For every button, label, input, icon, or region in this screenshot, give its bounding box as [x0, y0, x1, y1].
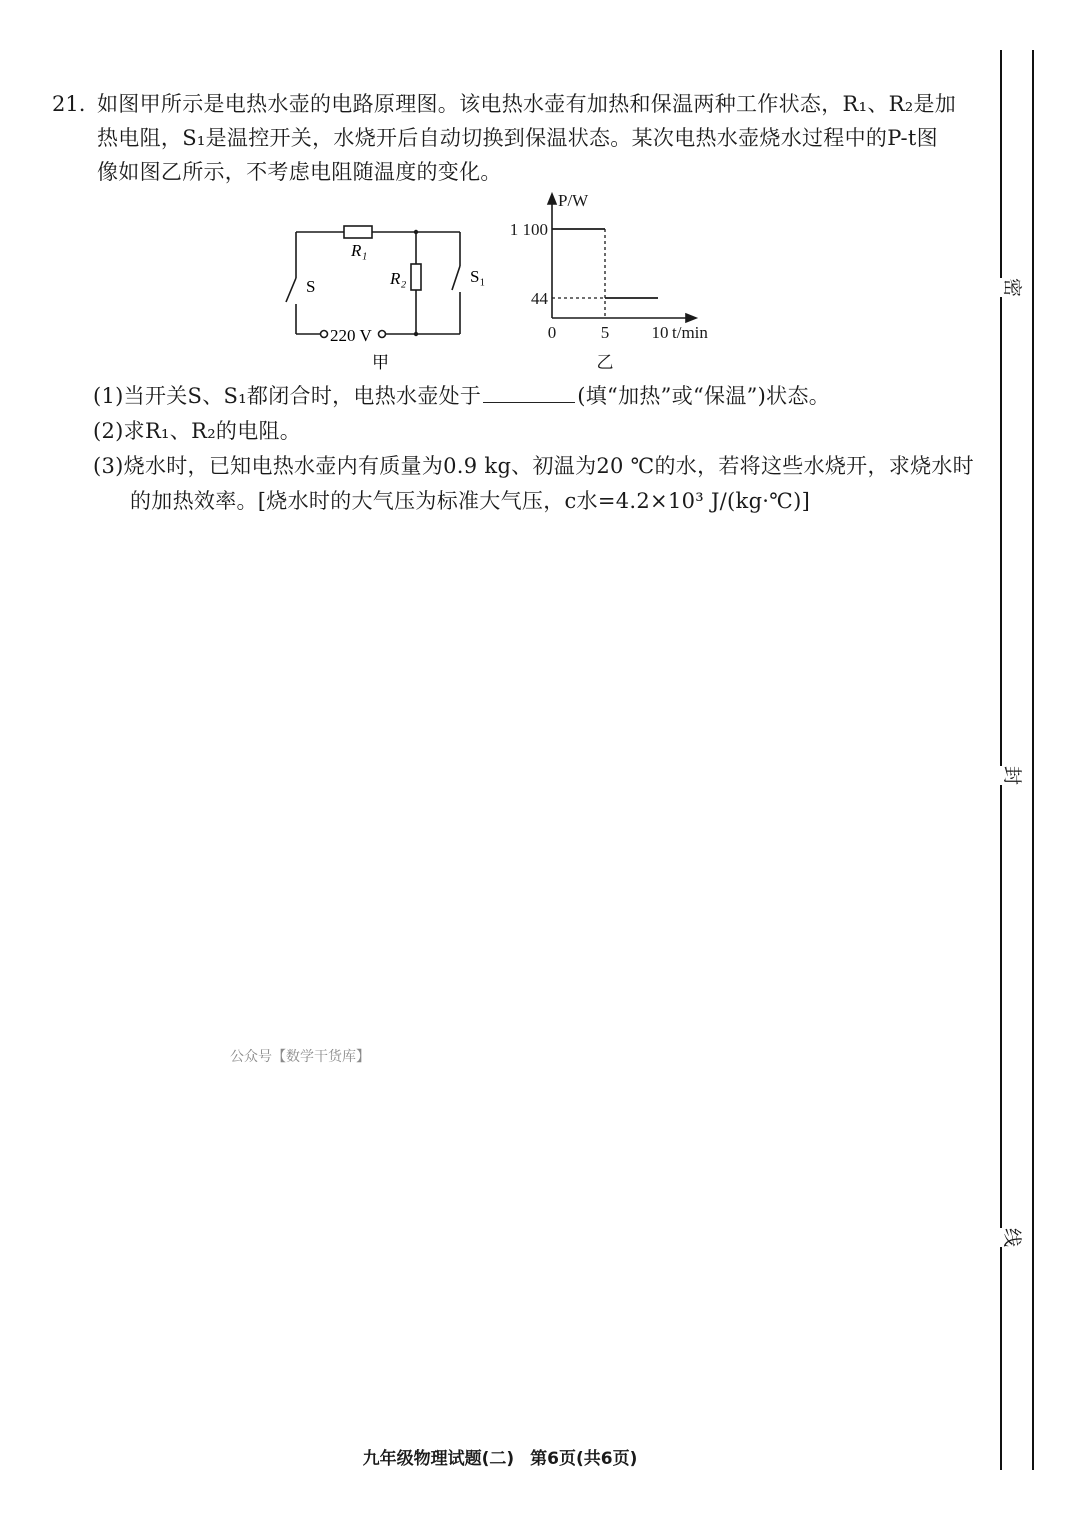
- answer-blank[interactable]: [483, 384, 575, 403]
- binding-line-outer: [1032, 50, 1034, 1470]
- s-label: S: [306, 277, 316, 296]
- resistor-r2: [411, 264, 421, 290]
- part-1: [93, 384, 830, 408]
- x-axis-arrow: [686, 314, 696, 322]
- circuit-caption: 甲: [372, 353, 389, 372]
- x-tick-5: 5: [600, 323, 610, 342]
- y-axis-arrow: [548, 194, 556, 204]
- switch-s1: [452, 266, 460, 290]
- y-tick-1100: 1 100: [509, 220, 548, 239]
- r2-label: R₂: [390, 269, 407, 288]
- question-intro-line-3: 像如图乙所示，不考虑电阻随温度的变化。: [97, 160, 502, 184]
- binding-line-inner: [1000, 50, 1002, 1470]
- circuit-diagram: [278, 210, 486, 380]
- part-3-line-2: 的加热效率。[烧水时的大气压为标准大气压，c水=4.2×10³ J/(kg·℃)]: [130, 489, 811, 513]
- power-time-chart: [500, 186, 720, 376]
- seal-mark-feng: 封: [998, 766, 1029, 785]
- y-tick-44: 44: [531, 289, 548, 308]
- switch-s: [286, 278, 296, 302]
- part-2: (2)求R₁、R₂的电阻。: [93, 419, 302, 443]
- seal-mark-xian: 线: [998, 1228, 1029, 1247]
- resistor-r1: [344, 226, 372, 238]
- question-number: 21.: [52, 92, 86, 116]
- question-intro-line-2: 热电阻，S₁是温控开关，水烧开后自动切换到保温状态。某次电热水壶烧水过程中的P-t图: [97, 126, 938, 150]
- part-1-text-after: (填“加热”或“保温”)状态。: [577, 384, 831, 408]
- voltage-label: 220 V: [330, 326, 372, 345]
- footer-title: 九年级物理试题(二): [362, 1449, 515, 1469]
- y-axis-label: P/W: [558, 191, 589, 210]
- watermark: 公众号【数学干货库】: [230, 1049, 370, 1065]
- seal-mark-mi: 密: [998, 278, 1029, 297]
- part-3-line-1: (3)烧水时，已知电热水壶内有质量为0.9 kg、初温为20 ℃的水，若将这些水烧开，求烧水时: [93, 454, 974, 478]
- r1-label: R₁: [351, 241, 368, 260]
- x-tick-0: 0: [547, 323, 557, 342]
- question-intro-line-1: 如图甲所示是电热水壶的电路原理图。该电热水壶有加热和保温两种工作状态，R₁、R₂是加: [97, 92, 957, 116]
- chart-caption: 乙: [596, 353, 614, 372]
- page-footer: [0, 1444, 1000, 1469]
- x-tick-10: 10: [651, 323, 669, 342]
- s1-label: S₁: [470, 267, 486, 286]
- footer-page: 第6页(共6页): [530, 1449, 638, 1469]
- x-axis-label: t/min: [672, 323, 708, 342]
- part-1-text-before: (1)当开关S、S₁都闭合时，电热水壶处于: [93, 384, 482, 408]
